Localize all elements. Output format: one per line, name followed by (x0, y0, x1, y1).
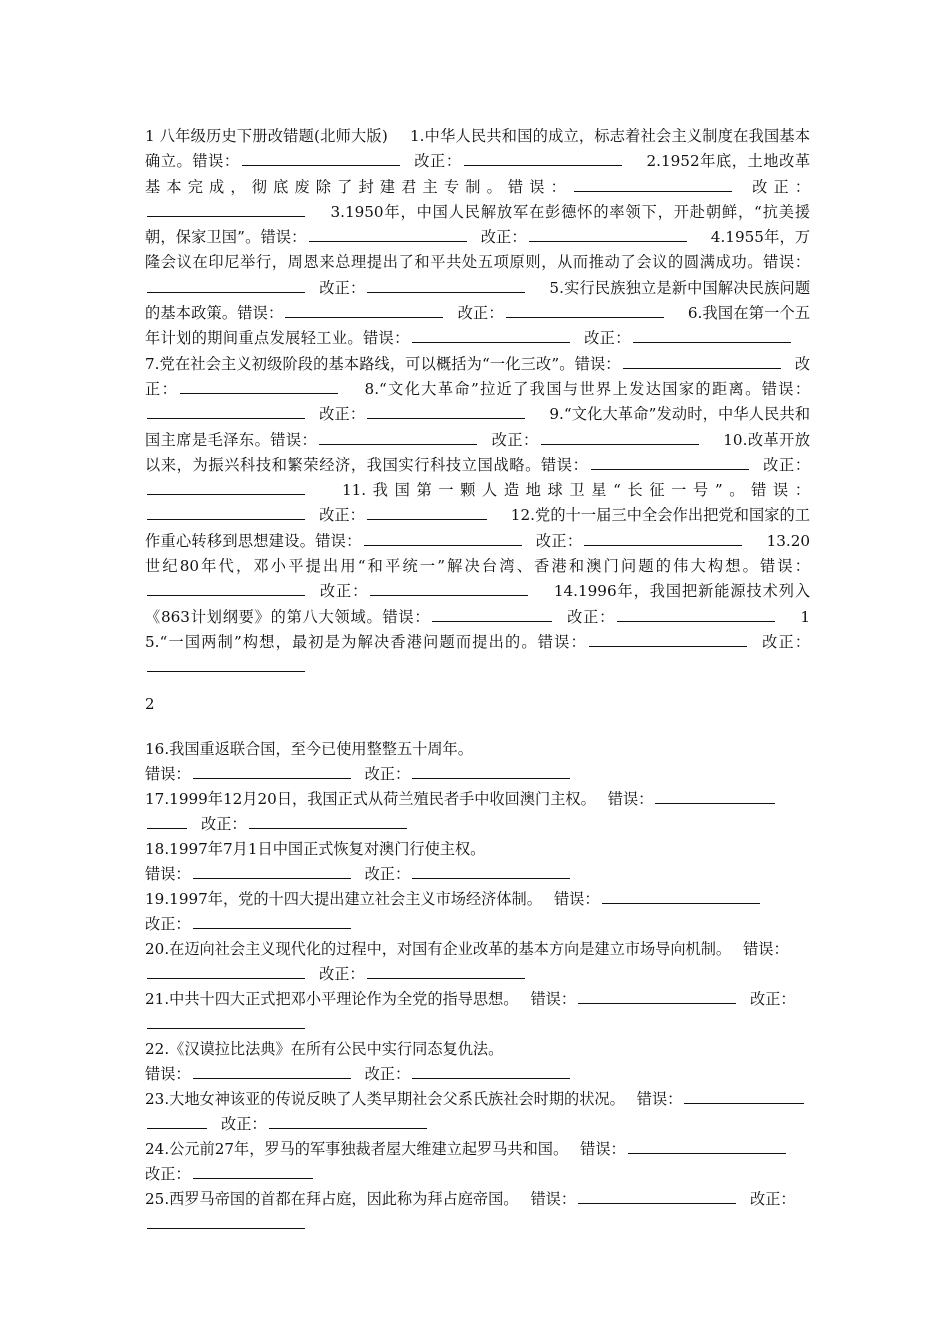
answer-blank[interactable] (147, 479, 305, 495)
answer-blank[interactable] (193, 863, 351, 879)
answer-blank[interactable] (602, 888, 760, 904)
answer-blank[interactable] (370, 580, 528, 596)
answer-blank[interactable] (147, 504, 305, 520)
answer-blank[interactable] (193, 913, 351, 929)
answer-blank[interactable] (529, 226, 687, 242)
answer-blank[interactable] (193, 1163, 313, 1179)
answer-blank[interactable] (147, 1013, 305, 1029)
answer-blank[interactable] (578, 988, 736, 1004)
answer-blank[interactable] (432, 606, 552, 622)
page1-paragraph (145, 124, 810, 681)
question-16: 16.我国重返联合国，至今已使用整整五十周年。 错误： 改正： (145, 737, 810, 787)
question-15: 15.“一国两制”构想，最初是为解决香港问题而提出的。错误： 改正： (145, 608, 810, 677)
answer-blank[interactable] (591, 454, 749, 470)
answer-blank[interactable] (578, 1188, 736, 1204)
answer-blank[interactable] (574, 176, 732, 192)
question-12: 12.党的十一届三中全会作出把党和国家的工作重心转移到思想建设。错误： 改正： (145, 506, 810, 550)
answer-blank[interactable] (412, 327, 570, 343)
answer-blank[interactable] (147, 403, 305, 419)
answer-blank[interactable] (617, 606, 775, 622)
answer-blank[interactable] (589, 631, 747, 647)
document-title: 八年级历史下册改错题(北师大版) (159, 127, 388, 145)
answer-blank[interactable] (367, 963, 525, 979)
answer-blank[interactable] (180, 378, 338, 394)
answer-blank[interactable] (193, 763, 351, 779)
question-7: 7.党在社会主义初级阶段的基本路线，可以概括为“一化三改”。错误： 改正： (145, 354, 811, 398)
question-6: 6.我国在第一个五年计划的期间重点发展轻工业。错误： 改正： (145, 304, 811, 348)
answer-blank-continued[interactable] (147, 813, 187, 829)
answer-blank[interactable] (364, 530, 522, 546)
answer-blank[interactable] (319, 429, 477, 445)
question-14: 14.1996年，我国把新能源技术列入《863计划纲要》的第八大领域。错误： 改正： (145, 582, 811, 626)
answer-blank[interactable] (628, 1138, 786, 1154)
question-23: 23.大地女神该亚的传说反映了人类早期社会父系氏族社会时期的状况。 错误：改正： (145, 1087, 810, 1137)
question-22: 22.《汉谟拉比法典》在所有公民中实行同态复仇法。 错误： 改正： (145, 1037, 810, 1087)
question-3: 3.1950年，中国人民解放军在彭德怀的率领下，开赴朝鲜，“抗美援朝，保家卫国”。错误： 改正： (145, 202, 811, 247)
document-page (145, 124, 810, 1237)
question-9: 9.“文化大革命”发动时，中华人民共和国主席是毛泽东。错误： 改正： (145, 405, 811, 449)
question-4: 4.1955年，万隆会议在印尼举行，周恩来总理提出了和平共处五项原则，从而推动了会议的圆满成功。错误：改正： (145, 228, 811, 297)
answer-blank[interactable] (541, 429, 699, 445)
question-13: 13.20世纪80年代，邓小平提出用“和平统一”解决台湾、香港和澳门问题的伟大构想。错误：改正： (145, 531, 811, 601)
answer-blank[interactable] (367, 403, 525, 419)
question-17: 17.1999年12月20日，我国正式从荷兰殖民者手中收回澳门主权。 错误：改正： (145, 787, 810, 837)
answer-blank[interactable] (412, 863, 570, 879)
answer-blank[interactable] (147, 580, 305, 596)
question-10: 10.改革开放以来，为振兴科技和繁荣经济，我国实行科技立国战略。错误： 改正： (145, 431, 810, 500)
question-8: 8.“文化大革命”拉近了我国与世界上发达国家的距离。错误：改正： (145, 380, 810, 423)
answer-blank[interactable] (147, 277, 305, 293)
question-5: 5.实行民族独立是新中国解决民族问题的基本政策。错误： 改正： (145, 278, 811, 323)
question-18: 18.1997年7月1日中国正式恢复对澳门行使主权。 错误： 改正： (145, 837, 810, 887)
question-20: 20.在迈向社会主义现代化的过程中，对国有企业改革的基本方向是建立市场导向机制。 错误：改正： (145, 939, 789, 983)
answer-blank[interactable] (367, 277, 525, 293)
answer-blank[interactable] (633, 327, 791, 343)
answer-blank[interactable] (147, 1213, 305, 1229)
answer-blank[interactable] (285, 302, 443, 318)
answer-blank[interactable] (147, 201, 305, 217)
question-2: 2.1952年底，土地改革基本完成，彻底废除了封建君主专制。错误： 改正： (145, 152, 810, 221)
answer-blank[interactable] (412, 763, 570, 779)
answer-blank[interactable] (655, 788, 775, 804)
answer-blank[interactable] (464, 150, 622, 166)
question-21: 21.中共十四大正式把邓小平理论作为全党的指导思想。 错误： 改正： (145, 987, 810, 1037)
answer-blank[interactable] (584, 530, 742, 546)
answer-blank[interactable] (147, 656, 305, 672)
answer-blank[interactable] (309, 226, 467, 242)
question-24: 24.公元前27年，罗马的军事独裁者屋大维建立起罗马共和国。 错误：改正： (145, 1137, 810, 1187)
page-marker: 1 (145, 127, 155, 145)
answer-blank[interactable] (506, 302, 664, 318)
answer-blank[interactable] (269, 1113, 427, 1129)
answer-blank[interactable] (147, 963, 305, 979)
answer-blank[interactable] (623, 353, 781, 369)
question-25: 25.西罗马帝国的首都在拜占庭，因此称为拜占庭帝国。 错误： 改正： (145, 1187, 810, 1237)
page-number: 2 (145, 694, 155, 713)
question-1: 1.中华人民共和国的成立，标志着社会主义制度在我国基本确立。错误： 改正： (145, 127, 811, 171)
answer-blank[interactable] (684, 1088, 804, 1104)
answer-blank[interactable] (242, 150, 400, 166)
answer-blank[interactable] (367, 504, 487, 520)
answer-blank[interactable] (412, 1063, 570, 1079)
answer-blank[interactable] (249, 813, 407, 829)
question-11: 11.我国第一颗人造地球卫星“长征一号”。错误：改正： (145, 481, 810, 524)
question-19: 19.1997年，党的十四大提出建立社会主义市场经济体制。 错误： 改正： (145, 887, 810, 937)
answer-blank[interactable] (193, 1063, 351, 1079)
answer-blank-continued[interactable] (147, 1113, 207, 1129)
